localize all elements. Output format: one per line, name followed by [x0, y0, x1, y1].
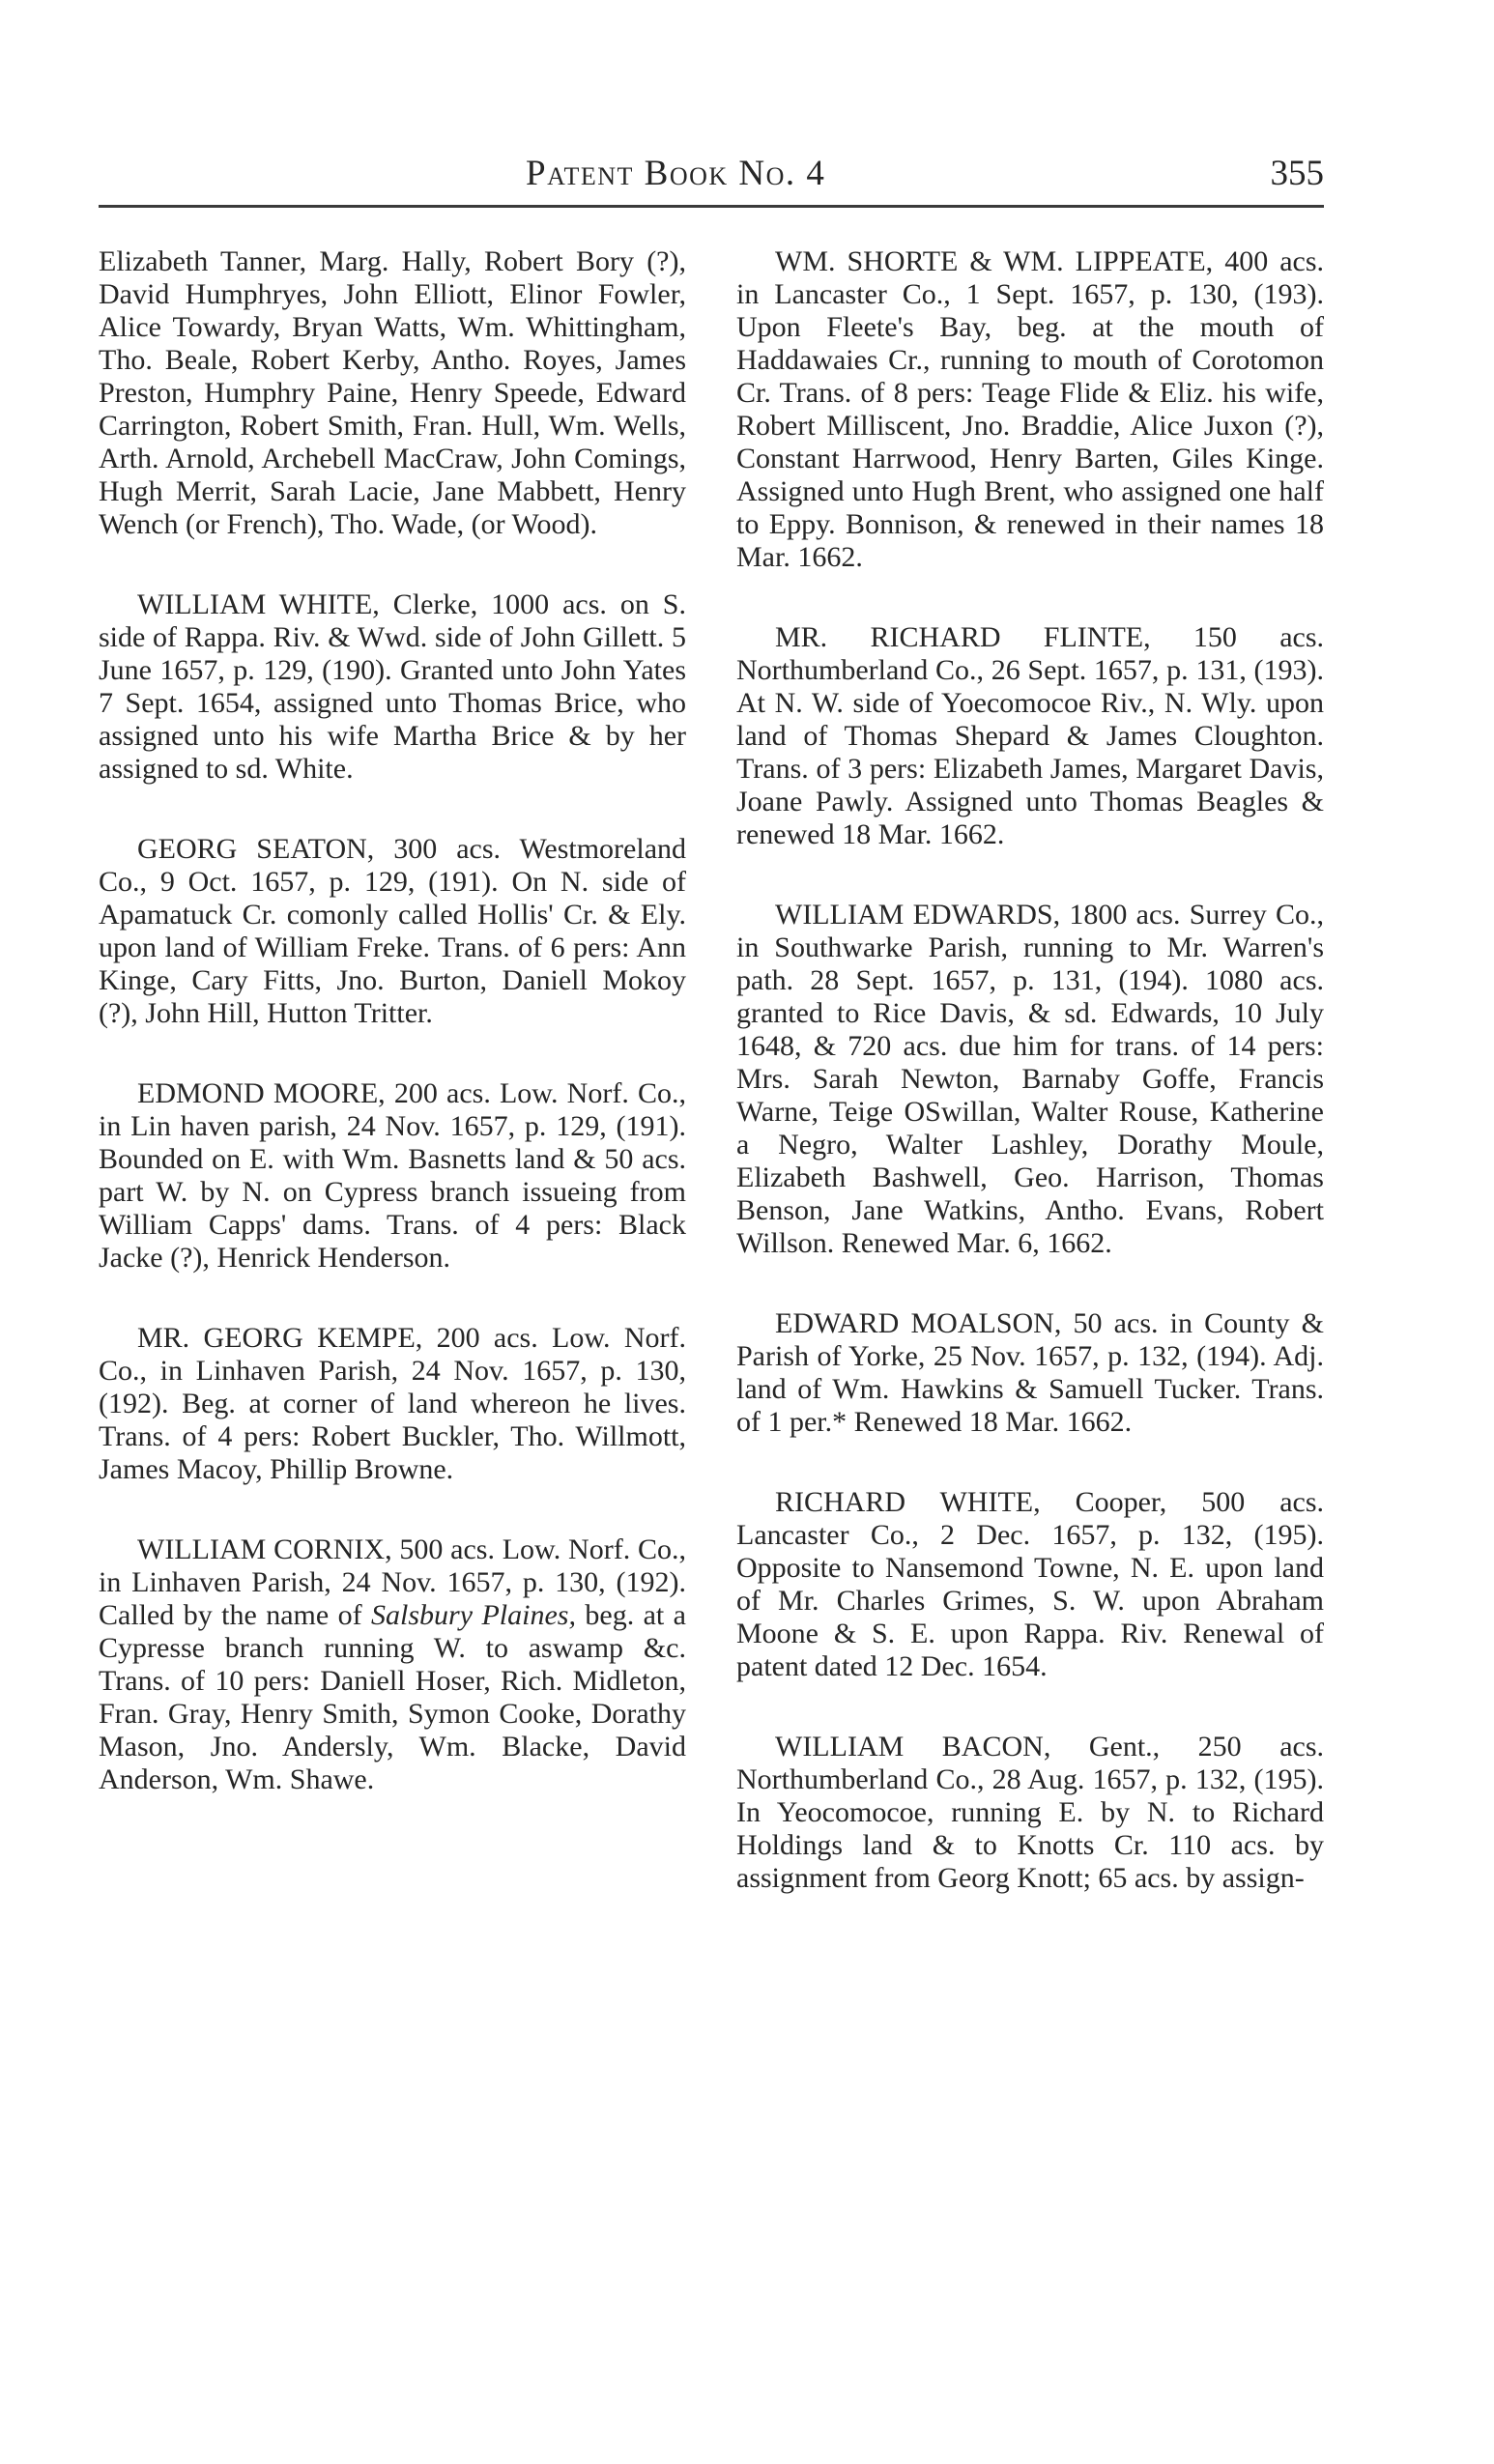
left-column	[99, 245, 686, 1844]
entry-grantee: MR. GEORG KEMPE,	[137, 1322, 423, 1354]
entry-grantee: WILLIAM WHITE,	[137, 588, 380, 620]
entry-body: Elizabeth Tanner, Marg. Hally, Robert Bory (?), David Humphryes, John Elliott, Elinor Fowler, Alice Towardy, Bryan Watts, Wm. Whittingham, Tho. Beale, Robert Kerby, Antho. Royes, James Preston, Humphry Paine, Henry Speede, Edward Carrington, Robert Smith, Fran. Hull, Wm. Wells, Arth. Arnold, Archebell MacCraw, John Comings, Hugh Merrit, Sarah Lacie, Jane Mabbett, Henry Wench (or French), Tho. Wade, (or Wood).	[99, 245, 686, 540]
entry-body: 50 acs. in County & Parish of Yorke, 25 Nov. 1657, p. 132, (194). Adj. land of Wm. Hawkins & Samuell Tucker. Trans. of 1 per.* Renewed 18 Mar. 1662.	[736, 1307, 1325, 1438]
entry-body: beg. at a Cypresse branch running W. to aswamp &c. Trans. of 10 pers: Daniell Hoser, Rich. Midleton, Fran. Gray, Henry Smith, Symon Cooke, Dorathy Mason, Jno. Andersly, Wm. Blacke, David Anderson, Wm. Shawe.	[99, 1599, 686, 1795]
entry-grantee: MR. RICHARD FLINTE,	[775, 621, 1151, 653]
patent-entry	[99, 245, 686, 541]
running-title: Patent Book No. 4	[526, 154, 826, 193]
entry-body: Gent., 250 acs. Northumberland Co., 28 Aug. 1657, p. 132, (195). In Yeocomocoe, running E. by N. to Richard Holdings land & to Knotts Cr. 110 acs. by assignment from Georg Knott; 65 acs. by assign-	[736, 1731, 1324, 1894]
entry-body: 400 acs. in Lancaster Co., 1 Sept. 1657, p. 130, (193). Upon Fleete's Bay, beg. at the mouth of Haddawaies Cr., running to mouth of Corotomon Cr. Trans. of 8 pers: Teage Flide & Eliz. his wife, Robert Milliscent, Jno. Braddie, Alice Juxon (?), Constant Harrwood, Henry Barten, Giles Kinge. Assigned unto Hugh Brent, who assigned one half to Eppy. Bonnison, & renewed in their names 18 Mar. 1662.	[736, 245, 1324, 573]
entry-grantee: GEORG SEATON,	[137, 833, 375, 865]
patent-entry	[736, 899, 1324, 1260]
patent-entry	[99, 1322, 686, 1486]
page-number: 355	[1270, 154, 1324, 193]
patent-entry	[99, 1077, 686, 1275]
entry-body: 200 acs. Low. Norf. Co., in Lin haven parish, 24 Nov. 1657, p. 129, (191). Bounded on E. with Wm. Basnetts land & 50 acs. part W. by N. on Cypress branch issueing from William Capps' dams. Trans. of 4 pers: Black Jacke (?), Henrick Henderson.	[99, 1077, 687, 1274]
patent-entry	[99, 1533, 686, 1796]
entry-grantee: EDWARD MOALSON,	[775, 1307, 1062, 1339]
patent-entry	[736, 1486, 1324, 1683]
header-rule	[99, 205, 1324, 208]
entry-grantee: WILLIAM BACON,	[775, 1731, 1051, 1762]
patent-entry	[736, 621, 1324, 851]
entry-grantee: EDMOND MOORE,	[137, 1077, 386, 1109]
entry-grantee: WILLIAM EDWARDS,	[775, 899, 1061, 931]
patent-entry	[736, 245, 1324, 574]
patent-entry	[99, 833, 686, 1030]
entry-grantee: WILLIAM CORNIX,	[137, 1533, 392, 1565]
entry-grantee: WM. SHORTE & WM. LIPPEATE,	[775, 245, 1214, 277]
entry-body: 500 acs. Low. Norf. Co., in Linhaven Parish, 24 Nov. 1657, p. 130, (192). Called by the name of	[99, 1533, 686, 1631]
right-column	[736, 245, 1324, 1942]
entry-body: 200 acs. Low. Norf. Co., in Linhaven Parish, 24 Nov. 1657, p. 130, (192). Beg. at corner of land whereon he lives. Trans. of 4 pers: Robert Buckler, Tho. Willmott, James Macoy, Phillip Browne.	[99, 1322, 687, 1485]
entry-body: 300 acs. Westmoreland Co., 9 Oct. 1657, p. 129, (191). On N. side of Apamatuck Cr. comonly called Hollis' Cr. & Ely. upon land of William Freke. Trans. of 6 pers: Ann Kinge, Cary Fitts, Jno. Burton, Daniell Mokoy (?), John Hill, Hutton Tritter.	[99, 833, 687, 1029]
patent-entry	[99, 588, 686, 786]
entry-place-name: Salsbury Plaines,	[371, 1599, 576, 1631]
entry-grantee: RICHARD WHITE,	[775, 1486, 1041, 1518]
patent-entry	[736, 1307, 1324, 1439]
entry-body: Clerke, 1000 acs. on S. side of Rappa. Riv. & Wwd. side of John Gillett. 5 June 1657, p. 129, (190). Granted unto John Yates 7 Sept. 1654, assigned unto Thomas Brice, who assigned unto his wife Martha Brice & by her assigned to sd. White.	[99, 588, 686, 785]
entry-body: 1800 acs. Surrey Co., in Southwarke Parish, running to Mr. Warren's path. 28 Sept. 1657, p. 131, (194). 1080 acs. granted to Rice Davis, & sd. Edwards, 10 July 1648, & 720 acs. due him for trans. of 14 pers: Mrs. Sarah Newton, Barnaby Goffe, Francis Warne, Teige OSwillan, Walter Rouse, Katherine a Negro, Walter Lashley, Dorathy Moule, Elizabeth Bashwell, Geo. Harrison, Thomas Benson, Jane Watkins, Antho. Evans, Robert Willson. Renewed Mar. 6, 1662.	[736, 899, 1324, 1259]
entry-body: 150 acs. Northumberland Co., 26 Sept. 1657, p. 131, (193). At N. W. side of Yoecomocoe Riv., N. Wly. upon land of Thomas Shepard & James Cloughton. Trans. of 3 pers: Elizabeth James, Margaret Davis, Joane Pawly. Assigned unto Thomas Beagles & renewed 18 Mar. 1662.	[736, 621, 1325, 850]
entry-body: Cooper, 500 acs. Lancaster Co., 2 Dec. 1657, p. 132, (195). Opposite to Nansemond Towne, N. E. upon land of Mr. Charles Grimes, S. W. upon Abraham Moone & S. E. upon Rappa. Riv. Renewal of patent dated 12 Dec. 1654.	[736, 1486, 1325, 1682]
running-head	[99, 153, 1324, 195]
patent-entry	[736, 1731, 1324, 1895]
